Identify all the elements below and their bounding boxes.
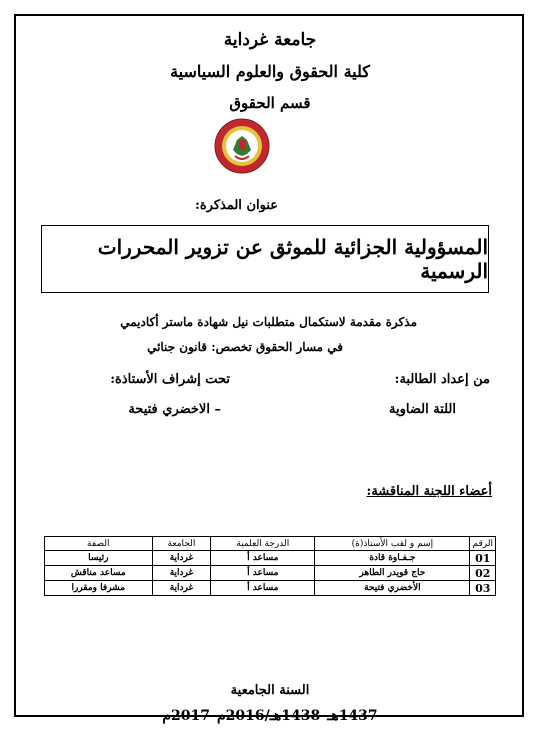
cell-name: جـفـاوة قادة [315, 551, 470, 566]
cell-role: مشرفا ومقررا [45, 581, 153, 596]
cell-number: 01 [470, 551, 496, 566]
cell-role: رئيسا [45, 551, 153, 566]
cell-role: مساعد مناقش [45, 566, 153, 581]
supervisor-name: – الاخضري فتيحة [128, 402, 221, 417]
thesis-track: في مسار الحقوق تخصص: قانون جنائي [147, 340, 343, 354]
committee-header-row [45, 537, 496, 551]
committee-heading: أعضاء اللجنة المناقشة: [366, 484, 492, 499]
student-name: اللتة الضاوية [389, 402, 456, 417]
cell-rank: مساعد أ [211, 581, 315, 596]
department-name: قسم الحقوق [229, 94, 311, 112]
thesis-title-box [41, 225, 489, 293]
cell-rank: مساعد أ [211, 566, 315, 581]
university-logo [213, 116, 271, 176]
cell-university: غرداية [152, 581, 211, 596]
col-header-rank: الدرجة العلمية [211, 537, 315, 551]
col-header-name: إسم و لقب الأستاذ(ة) [315, 537, 470, 551]
col-header-number: الرقم [470, 537, 496, 551]
supervisor-label: تحت إشراف الأستاذة: [110, 372, 230, 387]
cell-university: غرداية [152, 566, 211, 581]
cell-rank: مساعد أ [211, 551, 315, 566]
faculty-name: كلية الحقوق والعلوم السياسية [170, 62, 370, 81]
table-row [45, 551, 496, 566]
cell-number: 03 [470, 581, 496, 596]
table-row [45, 566, 496, 581]
student-label: من إعداد الطالبة: [394, 372, 490, 387]
thesis-title: المسؤولية الجزائية للموثق عن تزوير المحررات الرسمية [97, 235, 488, 283]
university-name: جامعة غرداية [223, 30, 317, 50]
thesis-purpose: مذكرة مقدمة لاستكمال متطلبات نيل شهادة ماستر أكاديمي [120, 315, 417, 329]
cell-university: غرداية [152, 551, 211, 566]
cell-number: 02 [470, 566, 496, 581]
academic-year-label: السنة الجامعية [230, 683, 310, 698]
col-header-university: الجامعة [152, 537, 211, 551]
cell-name: الأخضري فتيحة [315, 581, 470, 596]
table-row [45, 581, 496, 596]
committee-table [44, 536, 496, 596]
academic-year: 1437هـ–1438هـ/2016م–2017م [162, 708, 378, 724]
cell-name: حاج قويدر الطاهر [315, 566, 470, 581]
col-header-role: الصفة [45, 537, 153, 551]
title-label: عنوان المذكرة: [195, 198, 278, 213]
